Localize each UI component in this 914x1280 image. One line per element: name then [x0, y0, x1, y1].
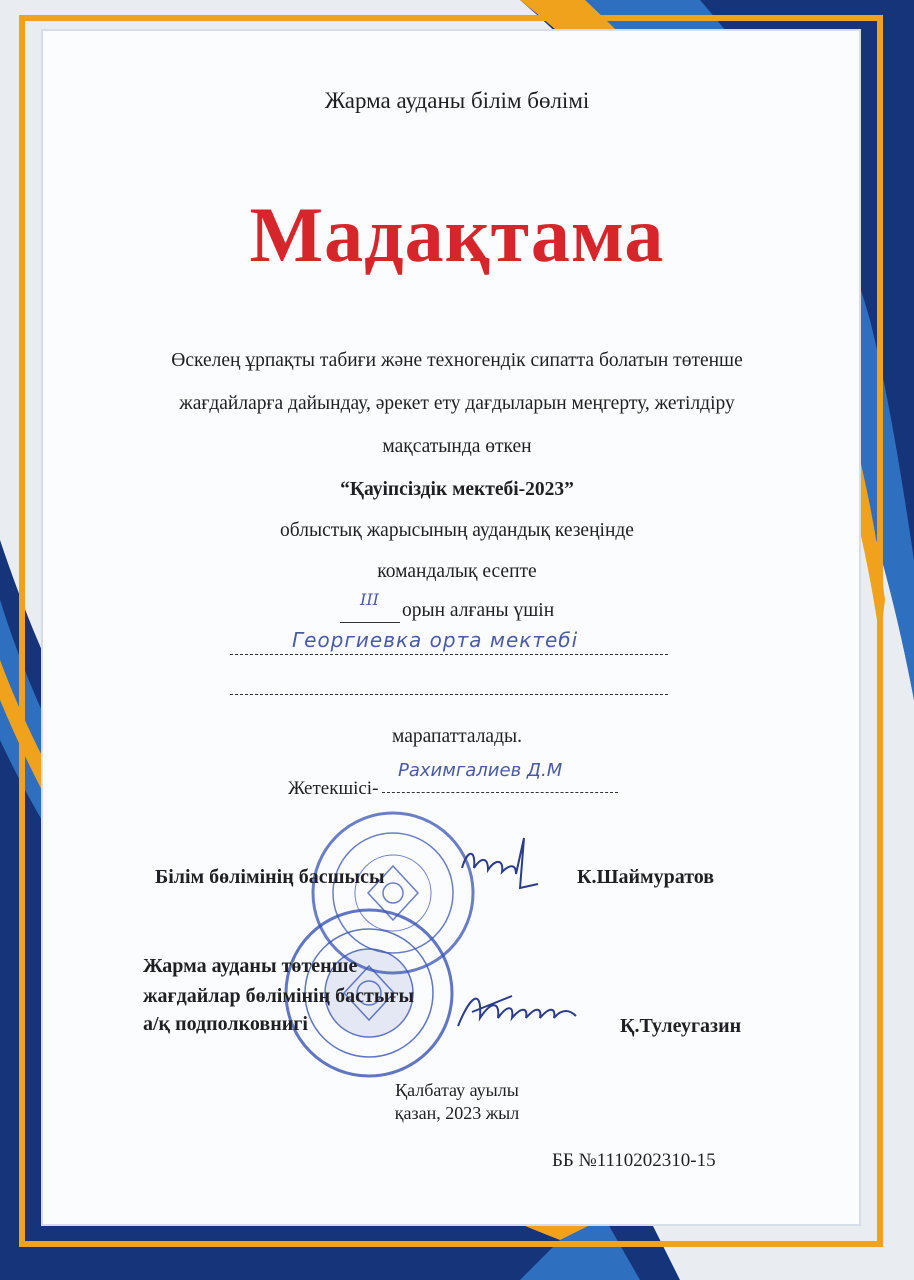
issuer-header: Жарма ауданы білім бөлімі: [324, 88, 590, 113]
body-line-3: мақсатында өткен: [382, 436, 532, 457]
team-line: командалық есепте: [377, 561, 537, 582]
certificate-title: Мадақтама: [249, 191, 665, 278]
issue-date: қазан, 2023 жыл: [394, 1103, 520, 1123]
place-suffix: орын алғаны үшін: [402, 600, 555, 621]
signer2-title-line-1: Жарма ауданы төтенше: [143, 955, 358, 977]
signature-shaimuratov: [458, 828, 548, 898]
leader-handwritten: Рахимгалиев Д.М: [398, 760, 563, 781]
school-dash-line-2: [230, 694, 668, 695]
signer2-name: Қ.Тулеугазин: [620, 1015, 742, 1037]
competition-name: “Қауіпсіздік мектебі-2023”: [340, 479, 574, 500]
signer2-title-line-3: а/қ подполковнигі: [143, 1013, 308, 1035]
body-line-1: Өскелең ұрпақты табиғи және техногендік сипатта болатын төтенше: [171, 350, 743, 371]
signature-tuleugazin: [452, 982, 582, 1042]
school-dash-line-1: [230, 654, 668, 655]
leader-dash-line: [382, 792, 618, 793]
place-handwritten: III: [360, 590, 379, 609]
certificate-number: ББ №1110202310-15: [552, 1150, 716, 1171]
leader-label: Жетекшісі-: [288, 778, 379, 799]
stage-line: облыстық жарысының аудандық кезеңінде: [280, 520, 634, 541]
signer2-title-line-2: жағдайлар бөлімінің бастығы: [143, 985, 415, 1007]
body-line-2: жағдайларға дайындау, әрекет ету дағдыларын меңгерту, жетілдіру: [179, 393, 735, 414]
signer1-name: К.Шаймуратов: [577, 866, 715, 888]
awarded-text: марапатталады.: [392, 726, 522, 747]
school-handwritten: Георгиевка орта мектебі: [292, 628, 579, 652]
issue-place: Қалбатау ауылы: [395, 1080, 519, 1100]
signer1-title: Білім бөлімінің басшысы: [155, 866, 385, 888]
